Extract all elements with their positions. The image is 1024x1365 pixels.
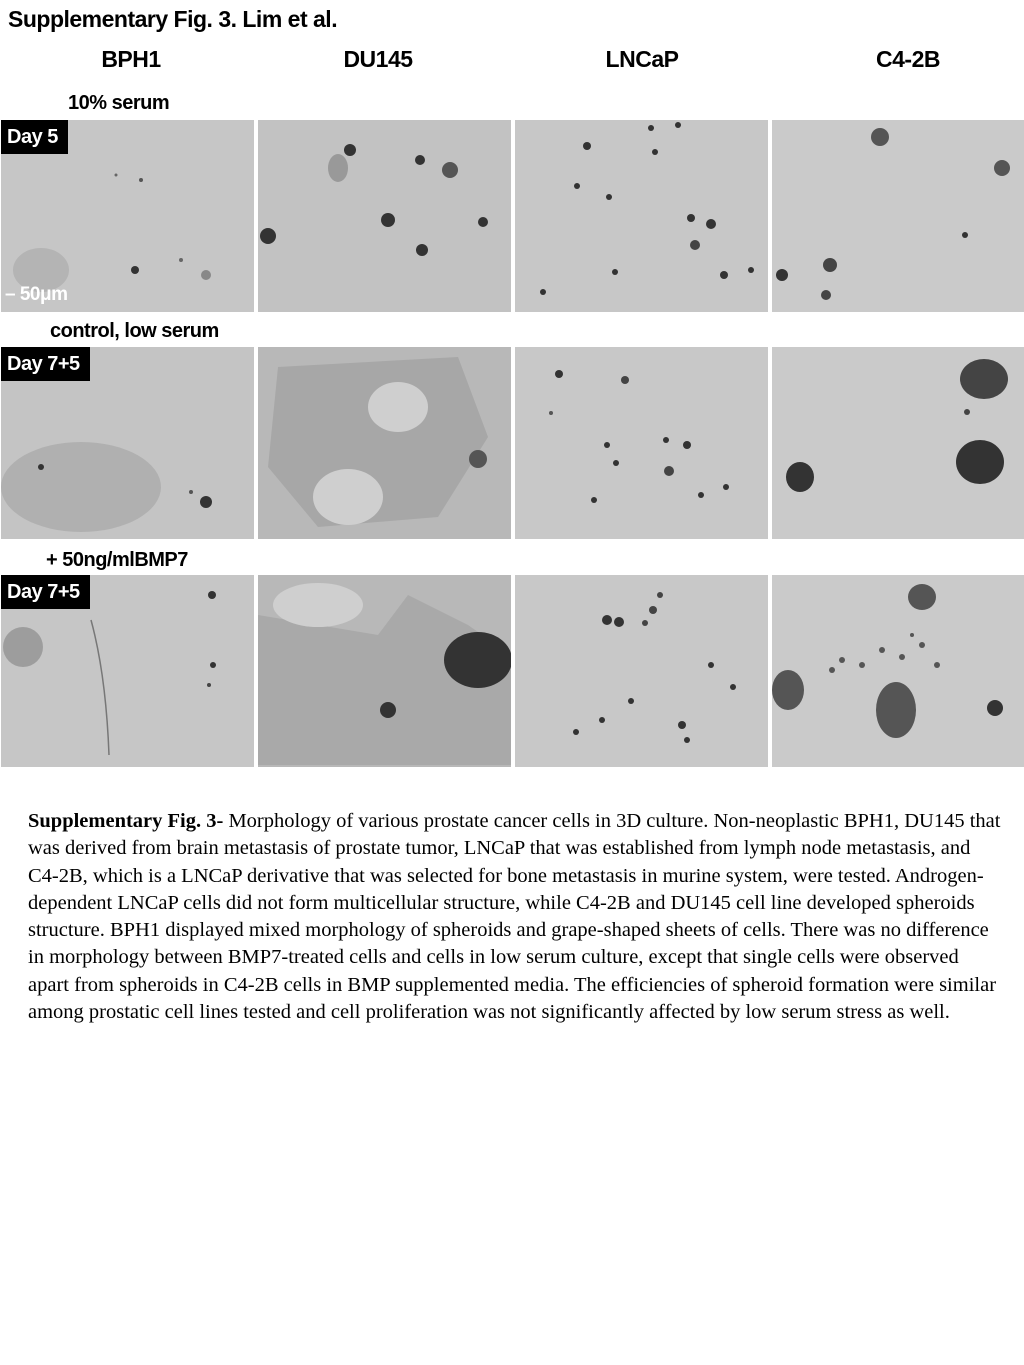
micrograph-du145-10pct-serum xyxy=(258,120,511,312)
scale-bar: – 50μm xyxy=(5,284,68,305)
micrograph-image xyxy=(772,347,1024,539)
micrograph-image xyxy=(258,120,511,312)
figure-title: Supplementary Fig. 3. Lim et al. xyxy=(8,6,338,32)
caption-text: Morphology of various prostate cancer cells in 3D culture. Non-neoplastic BPH1, DU145 that was derived from brain metastasis of prostate tumor, LNCaP that was established from lymph node metastasis, and C4-2B, which is a LNCaP derivative that was selected for bone metastasis in murine system, were tested. Androgen-dependent LNCaP cells did not form multicellular structure, while C4-2B and DU145 cell line developed spheroids structure. BPH1 displayed mixed morphology of spheroids and grape-shaped sheets of cells. There was no difference in morphology between BMP7-treated cells and cells in low serum culture, except that single cells were observed apart from spheroids in C4-2B cells in BMP supplemented media. The efficiencies of spheroid formation were similar among prostatic cell lines tested and cell proliferation was not significantly affected by low serum stress as well. xyxy=(28,810,1001,1024)
row-label-10pct-serum: 10% serum xyxy=(68,92,170,114)
micrograph-image xyxy=(772,575,1024,767)
day-tag: Day 7+5 xyxy=(1,347,90,381)
micrograph-image xyxy=(515,347,768,539)
micrograph-lncap-bmp7 xyxy=(515,575,768,767)
column-header-bph1: BPH1 xyxy=(101,46,161,72)
row-label-bmp7: + 50ng/mlBMP7 xyxy=(46,549,188,571)
micrograph-du145-control-low-serum xyxy=(258,347,511,539)
micrograph-image xyxy=(515,575,768,767)
column-header-lncap: LNCaP xyxy=(605,46,679,72)
micrograph-bph1-bmp7 xyxy=(1,575,254,767)
row-label-control-low-serum: control, low serum xyxy=(50,320,219,342)
micrograph-image xyxy=(772,120,1024,312)
column-header-c42b: C4-2B xyxy=(876,46,940,72)
day-tag: Day 5 xyxy=(1,120,68,154)
micrograph-bph1-control-low-serum xyxy=(1,347,254,539)
micrograph-du145-bmp7 xyxy=(258,575,511,767)
micrograph-lncap-control-low-serum xyxy=(515,347,768,539)
column-header-du145: DU145 xyxy=(343,46,413,72)
micrograph-image xyxy=(258,347,511,539)
micrograph-image xyxy=(515,120,768,312)
micrograph-lncap-10pct-serum xyxy=(515,120,768,312)
micrograph-c42b-10pct-serum xyxy=(772,120,1024,312)
caption-label: Supplementary Fig. 3- xyxy=(28,810,224,832)
micrograph-bph1-10pct-serum xyxy=(1,120,254,312)
figure-caption xyxy=(28,808,1003,1026)
day-tag: Day 7+5 xyxy=(1,575,90,609)
micrograph-image xyxy=(258,575,511,767)
micrograph-c42b-bmp7 xyxy=(772,575,1024,767)
micrograph-c42b-control-low-serum xyxy=(772,347,1024,539)
